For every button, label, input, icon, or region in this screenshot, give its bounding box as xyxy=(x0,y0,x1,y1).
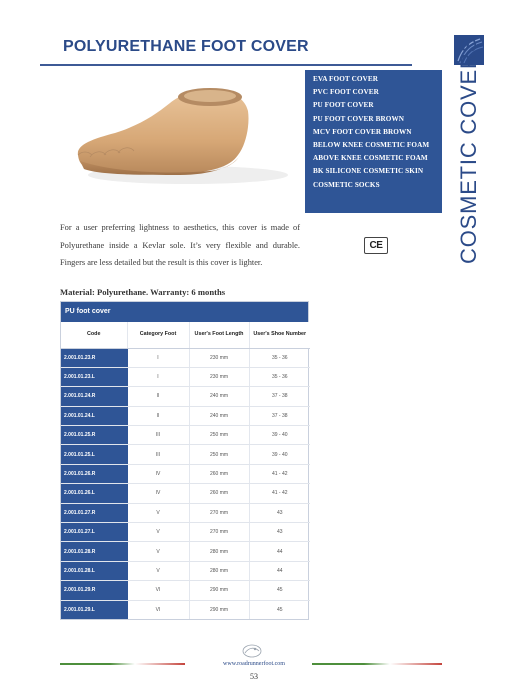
spec-grid xyxy=(61,322,310,619)
table-row xyxy=(61,445,310,464)
page-number: 53 xyxy=(250,672,258,681)
nav-item-socks[interactable]: COSMETIC SOCKS xyxy=(313,180,380,189)
cell-category: III xyxy=(127,426,189,445)
cell-category: V xyxy=(127,542,189,561)
cell-category: VI xyxy=(127,600,189,619)
table-row xyxy=(61,348,310,367)
cell-category: V xyxy=(127,503,189,522)
table-row xyxy=(61,484,310,503)
nav-item-pu-brown[interactable]: PU FOOT COVER BROWN xyxy=(313,114,405,123)
cell-shoe-number: 41 - 42 xyxy=(249,464,310,483)
header-foot-length: User's Foot Length xyxy=(189,322,249,348)
ce-mark-text: CE xyxy=(369,240,383,251)
cell-foot-length: 240 mm xyxy=(189,406,249,425)
title-rule xyxy=(40,64,412,66)
product-nav xyxy=(305,70,442,213)
cell-shoe-number: 43 xyxy=(249,523,310,542)
table-row xyxy=(61,581,310,600)
cell-foot-length: 280 mm xyxy=(189,542,249,561)
cell-code: 2.001.01.24.L xyxy=(61,406,127,425)
cell-foot-length: 270 mm xyxy=(189,503,249,522)
cell-code: 2.001.01.26.L xyxy=(61,484,127,503)
cell-code: 2.001.01.27.R xyxy=(61,503,127,522)
ce-mark xyxy=(364,237,388,254)
cell-foot-length: 250 mm xyxy=(189,426,249,445)
table-row xyxy=(61,542,310,561)
cell-code: 2.001.01.24.R xyxy=(61,387,127,406)
cell-code: 2.001.01.27.L xyxy=(61,523,127,542)
cell-category: II xyxy=(127,406,189,425)
cell-shoe-number: 39 - 40 xyxy=(249,445,310,464)
cell-foot-length: 230 mm xyxy=(189,348,249,367)
cell-code: 2.001.01.26.R xyxy=(61,464,127,483)
table-row xyxy=(61,387,310,406)
cell-shoe-number: 37 - 38 xyxy=(249,406,310,425)
nav-item-pu[interactable]: PU FOOT COVER xyxy=(313,101,374,110)
table-row xyxy=(61,600,310,619)
nav-item-eva[interactable]: EVA FOOT COVER xyxy=(313,75,379,83)
cell-shoe-number: 39 - 40 xyxy=(249,426,310,445)
cell-code: 2.001.01.23.R xyxy=(61,348,127,367)
cell-category: VI xyxy=(127,581,189,600)
cell-code: 2.001.01.28.L xyxy=(61,561,127,580)
table-row xyxy=(61,367,310,386)
cell-category: I xyxy=(127,348,189,367)
cell-shoe-number: 45 xyxy=(249,581,310,600)
table-row xyxy=(61,523,310,542)
cell-category: I xyxy=(127,367,189,386)
cell-shoe-number: 41 - 42 xyxy=(249,484,310,503)
cell-foot-length: 260 mm xyxy=(189,464,249,483)
nav-item-mcv-brown[interactable]: MCV FOOT COVER BROWN xyxy=(313,127,412,136)
cell-shoe-number: 35 - 36 xyxy=(249,348,310,367)
cell-code: 2.001.01.25.R xyxy=(61,426,127,445)
header-shoe-number: User's Shoe Number xyxy=(249,322,310,348)
cell-foot-length: 230 mm xyxy=(189,367,249,386)
cell-category: IV xyxy=(127,464,189,483)
cell-code: 2.001.01.25.L xyxy=(61,445,127,464)
table-title: PU foot cover xyxy=(61,302,308,322)
cell-code: 2.001.01.29.R xyxy=(61,581,127,600)
nav-item-above-knee[interactable]: ABOVE KNEE COSMETIC FOAM xyxy=(313,154,428,163)
page-title: POLYURETHANE FOOT COVER xyxy=(63,38,309,55)
cell-foot-length: 280 mm xyxy=(189,561,249,580)
table-header-row xyxy=(61,322,310,348)
footer-logo xyxy=(241,643,263,659)
product-description: For a user preferring lightness to aesthetics, this cover is made of Polyurethane inside a Kevlar sole. It’s very flexible and durable. Fingers are less detailed but the result is this cover is lighter. xyxy=(60,223,300,268)
footer-url[interactable]: www.roadrunnerfoot.com xyxy=(223,661,285,667)
spec-table xyxy=(60,301,309,620)
cell-code: 2.001.01.23.L xyxy=(61,367,127,386)
header-category: Category Foot xyxy=(127,322,189,348)
cell-foot-length: 250 mm xyxy=(189,445,249,464)
foot-cover-image xyxy=(70,75,300,190)
table-row xyxy=(61,406,310,425)
cell-code: 2.001.01.28.R xyxy=(61,542,127,561)
cell-foot-length: 290 mm xyxy=(189,600,249,619)
cell-foot-length: 290 mm xyxy=(189,581,249,600)
cell-foot-length: 270 mm xyxy=(189,523,249,542)
table-row xyxy=(61,464,310,483)
cell-shoe-number: 44 xyxy=(249,561,310,580)
table-row xyxy=(61,426,310,445)
cell-shoe-number: 44 xyxy=(249,542,310,561)
header-code: Code xyxy=(61,322,127,348)
cell-category: V xyxy=(127,523,189,542)
nav-item-pvc[interactable]: PVC FOOT COVER xyxy=(313,88,379,97)
table-row xyxy=(61,503,310,522)
cell-category: III xyxy=(127,445,189,464)
cell-category: II xyxy=(127,387,189,406)
nav-item-below-knee[interactable]: BELOW KNEE COSMETIC FOAM xyxy=(313,141,430,150)
side-heading: COSMETIC COVERS xyxy=(456,36,481,264)
cell-category: V xyxy=(127,561,189,580)
cell-shoe-number: 35 - 36 xyxy=(249,367,310,386)
cell-foot-length: 260 mm xyxy=(189,484,249,503)
material-line: Material: Polyurethane. Warranty: 6 months xyxy=(60,287,226,297)
cell-code: 2.001.01.29.L xyxy=(61,600,127,619)
table-body xyxy=(61,348,310,619)
cell-shoe-number: 37 - 38 xyxy=(249,387,310,406)
cell-foot-length: 240 mm xyxy=(189,387,249,406)
cell-shoe-number: 43 xyxy=(249,503,310,522)
cell-category: IV xyxy=(127,484,189,503)
nav-item-bk-silicone[interactable]: BK SILICONE COSMETIC SKIN xyxy=(313,167,424,176)
table-row xyxy=(61,561,310,580)
cell-shoe-number: 45 xyxy=(276,607,283,614)
